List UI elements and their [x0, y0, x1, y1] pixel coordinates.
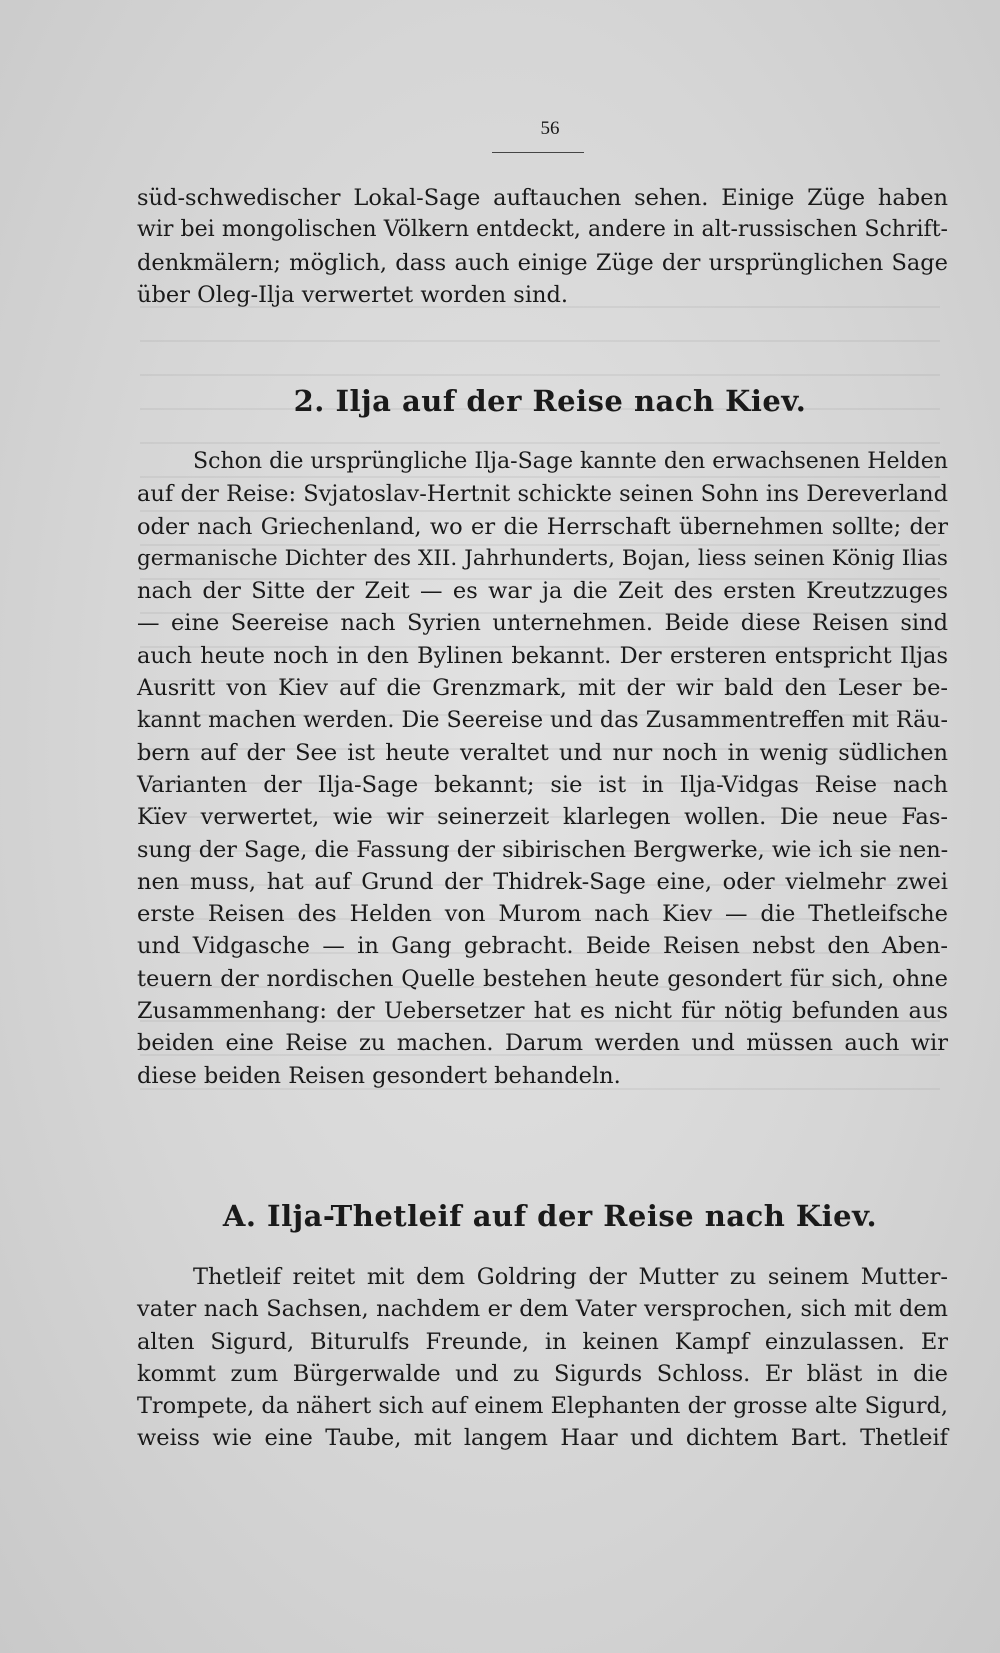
text-line: kommt zum Bürgerwalde und zu Sigurds Schloss. Er bläst in die [137, 1360, 948, 1387]
paragraph-1 [137, 182, 948, 311]
text-line: Varianten der Ilja-Sage bekannt; sie ist in Ilja-Vidgas Reise nach [137, 771, 948, 798]
text-line: alten Sigurd, Biturulfs Freunde, in keinen Kampf einzulassen. Er [137, 1328, 948, 1355]
text-line: nen muss, hat auf Grund der Thidrek-Sage eine, oder vielmehr zwei [137, 868, 948, 895]
text-line: auch heute noch in den Bylinen bekannt. Der ersteren entspricht Iljas [137, 642, 948, 669]
text-line: erste Reisen des Helden von Murom nach Kiev — die Thetleifsche [137, 901, 948, 928]
paragraph-3 [137, 1261, 948, 1455]
section-heading-a: A. Ilja-Thetleif auf der Reise nach Kiev. [222, 1199, 878, 1233]
text-line: kannt machen werden. Die Seereise und das Zusammentreffen mit Räu- [137, 707, 948, 734]
text-line: sung der Sage, die Fassung der sibirischen Bergwerke, wie ich sie nen- [137, 836, 949, 863]
text-line: Thetleif reitet mit dem Goldring der Mutter zu seinem Mutter- [193, 1264, 948, 1290]
section-heading-2: 2. Ilja auf der Reise nach Kiev. [293, 384, 807, 418]
text-line: Schon die ursprüngliche Ilja-Sage kannte den erwachsenen Helden [193, 449, 948, 474]
paragraph-2 [137, 446, 948, 1092]
text-line: oder nach Griechenland, wo er die Herrschaft übernehmen sollte; der [137, 513, 948, 540]
text-line: süd-schwedischer Lokal-Sage auftauchen sehen. Einige Züge haben [137, 185, 948, 211]
text-line: Ausritt von Kiev auf die Grenzmark, mit der wir bald den Leser be- [137, 675, 948, 702]
text-line: germanische Dichter des XII. Jahrhunderts, Bojan, liess seinen König Ilias [137, 545, 948, 571]
text-line: nach der Sitte der Zeit — es war ja die Zeit des ersten Kreutzzuges [137, 578, 948, 605]
text-line: weiss wie eine Taube, mit langem Haar und dichtem Bart. Thetleif [137, 1425, 948, 1452]
text-line: wir bei mongolischen Völkern entdeckt, andere in alt-russischen Schrift- [137, 217, 948, 243]
text-line: über Oleg-Ilja verwertet worden sind. [137, 281, 569, 308]
text-line: Zusammenhang: der Uebersetzer hat es nicht für nötig befunden aus [137, 998, 948, 1025]
text-line: — eine Seereise nach Syrien unternehmen. Beide diese Reisen sind [137, 610, 948, 637]
text-line: teuern der nordischen Quelle bestehen heute gesondert für sich, ohne [137, 965, 948, 992]
page-number: 56 [540, 118, 560, 139]
text-line: beiden eine Reise zu machen. Darum werden und müssen auch wir [137, 1030, 948, 1057]
text-line: bern auf der See ist heute veraltet und nur noch in wenig südlichen [137, 739, 948, 766]
page-number-rule [492, 152, 584, 153]
text-line: vater nach Sachsen, nachdem er dem Vater versprochen, sich mit dem [137, 1296, 948, 1323]
text-line: Trompete, da nähert sich auf einem Elephanten der grosse alte Sigurd, [137, 1393, 948, 1420]
text-line: Kïev verwertet, wie wir seinerzeit klarlegen wollen. Die neue Fas- [137, 804, 948, 831]
text-line: denkmälern; möglich, dass auch einige Züge der ursprünglichen Sage [137, 249, 948, 276]
text-line: diese beiden Reisen gesondert behandeln. [137, 1062, 621, 1089]
text-line: und Vidgasche — in Gang gebracht. Beide Reisen nebst den Aben- [137, 933, 948, 960]
text-line: auf der Reise: Svjatoslav-Hertnit schickte seinen Sohn ins Dereverland [137, 481, 948, 508]
